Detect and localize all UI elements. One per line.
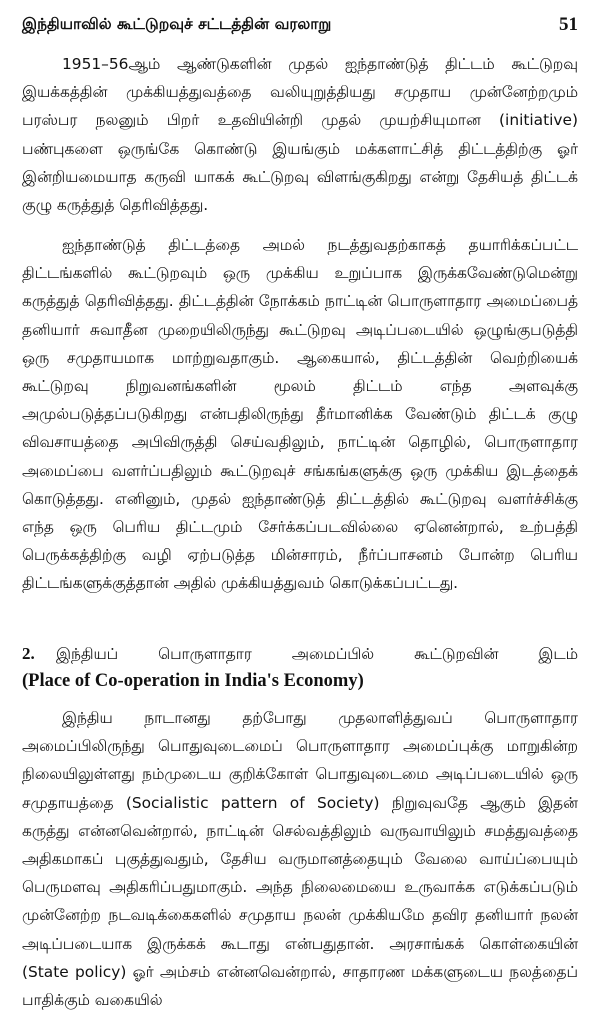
section-number: 2. <box>22 644 35 663</box>
section-title-english: (Place of Co-operation in India's Economy) <box>22 671 364 691</box>
section-heading <box>22 640 578 694</box>
paragraph-indian-economy: இந்திய நாடானது தற்போது முதலாளித்துவப் பொருளாதார அமைப்பிலிருந்து பொதுவுடைமைப் பொருளாதார அமைப்புக்கு மாறுகின்ற நிலையிலுள்ளது நம்முடைய குறிக்கோள் பொதுவுடைமை அடிப்படையில் ஒரு சமுதாயத்தை (Socialistic pattern of Society) நிறுவுவதே ஆகும் இதன் கருத்து என்னவென்றால், நாட்டின் செல்வத்திலும் வருவாயிலும் சமத்துவத்தை அதிகமாகப் புகுத்துவதும், தேசிய வருமானத்தையும் வேலை வாய்ப்பையும் பெருமளவு அதிகரிப்பதுமாகும். அந்த நிலைமையை உருவாக்க எடுக்கப்படும் முன்னேற்ற நடவடிக்கைகளில் சமுதாய நலன் முக்கியமே தவிர தனியார் நலன் அடிப்படையாக இருக்கக் கூடாது என்பதுதான். அரசாங்கக் கொள்கையின் (State policy) ஓர் அம்சம் என்னவென்றால், சாதாரண மக்களுடைய நலத்தைப் பாதிக்கும் வகையில் <box>22 709 578 1010</box>
paragraph-plan-implementation: ஐந்தாண்டுத் திட்டத்தை அமல் நடத்துவதற்காகத் தயாரிக்கப்பட்ட திட்டங்களில் கூட்டுறவும் ஒரு முக்கிய உறுப்பாக இருக்கவேண்டுமென்று கருத்துத் தெரிவித்தது. திட்டத்தின் நோக்கம் நாட்டின் பொருளாதார அமைப்பைத் தனியார் சுவாதீன முறையிலிருந்து கூட்டுறவு அடிப்படையில் ஒழுங்குபடுத்தி ஒரு சமுதாயமாக மாற்றுவதாகும். ஆகையால், திட்டத்தின் வெற்றியைக் கூட்டுறவு நிறுவனங்களின் மூலம் திட்டம் எந்த அளவுக்கு அமுல்படுத்தப்படுகிறது என்பதிலிருந்து தீர்மானிக்க வேண்டும் திட்டக் குழு விவசாயத்தை அபிவிருத்தி செய்வதிலும், நாட்டின் தொழில், பொருளாதார அமைப்பை வளர்ப்பதிலும் கூட்டுறவுச் சங்கங்களுக்கு ஒரு முக்கிய இடத்தைக் கொடுத்தது. எனினும், முதல் ஐந்தாண்டுத் திட்டத்தில் கூட்டுறவு வளர்ச்சிக்கு எந்த ஒரு பெரிய திட்டமும் சேர்க்கப்படவில்லை ஏனென்றால், உற்பத்தி பெருக்கத்திற்கு வழி ஏற்படுத்த மின்சாரம், நீர்ப்பாசனம் போன்ற பெரிய திட்டங்களுக்குத்தான் அதில் முக்கியத்துவம் கொடுக்கப்பட்டது. <box>22 236 578 593</box>
page-header <box>22 12 578 38</box>
page-number: 51 <box>559 14 578 35</box>
paragraph-first-five-year-plan: 1951–56ஆம் ஆண்டுகளின் முதல் ஐந்தாண்டுத் திட்டம் கூட்டுறவு இயக்கத்தின் முக்கியத்துவத்தை வலியுறுத்தியது சமுதாய முன்னேற்றமும் பரஸ்பர நலனும் பிறர் உதவியின்றி முதல் முயற்சியுமான (initiative) பண்புகளை ஒருங்கே கொண்டு இயங்கும் மக்களாட்சித் திட்டத்திற்கு ஓர் இன்றியமையாத கருவி யாகக் கூட்டுறவு விளங்குகிறது என்று தேசியத் திட்டக் குழு கருத்துத் தெரிவித்தது. <box>22 55 578 215</box>
section-heading-line <box>22 640 578 668</box>
section-title-tamil: இந்தியப் பொருளாதார அமைப்பில் கூட்டுறவின் இடம் <box>56 645 578 663</box>
running-title: இந்தியாவில் கூட்டுறவுச் சட்டத்தின் வரலாறு <box>22 15 332 33</box>
